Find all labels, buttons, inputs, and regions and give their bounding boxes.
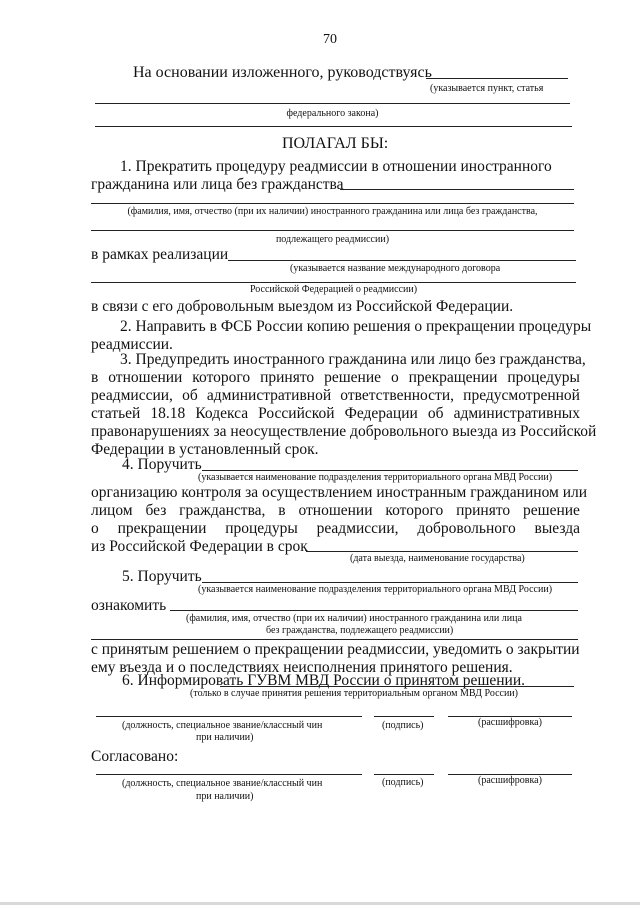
hint-readmission-subject: подлежащего реадмиссии)	[275, 234, 390, 245]
intro-blank-line	[426, 78, 568, 79]
hint-item5-person-b: без гражданства, подлежащего реадмиссии)	[266, 625, 454, 636]
item3-line5: правонарушениях за неосуществление добровольного выезда из Российской	[91, 423, 597, 440]
sig1-signature-line	[374, 716, 434, 717]
law-blank-line-2	[95, 126, 572, 127]
sig2-signature-hint: (подпись)	[382, 777, 424, 788]
item5-line1: с принятым решением о прекращении реадмиссии, уведомить о закрытии	[91, 641, 580, 658]
hint-item4-date: (дата выезда, наименование государства)	[350, 553, 525, 564]
item3-line6: Федерации в установленный срок.	[91, 441, 319, 458]
sig1-transcript-hint: (расшифровка)	[478, 717, 542, 728]
sig2-signature-line	[374, 774, 434, 775]
hint-item5-unit: (указывается наименование подразделения территориального органа МВД России)	[198, 584, 553, 595]
sig1-signature-hint: (подпись)	[382, 720, 424, 731]
item3-line3: реадмиссии, об административной ответственности, предусмотренной	[91, 387, 580, 404]
item1-reason: в связи с его добровольным выездом из Российской Федерации.	[91, 298, 514, 315]
hint-point-article: (указывается пункт, статья	[430, 83, 544, 94]
sig2-position-hint-b: при наличии)	[196, 791, 254, 802]
item4-label: 4. Поручить	[122, 456, 202, 473]
item1-line2: гражданина или лица без гражданства	[91, 176, 344, 193]
item5-label: 5. Поручить	[122, 568, 202, 585]
person-blank-line-2	[91, 203, 574, 204]
hint-item4-unit: (указывается наименование подразделения территориального органа МВД России)	[198, 472, 553, 483]
item4-unit-blank-line	[202, 470, 578, 471]
item5-person-blank-line-2	[91, 639, 578, 640]
sig1-position-hint-b: при наличии)	[196, 732, 254, 743]
person-blank-line	[340, 189, 574, 190]
item2-line2: реадмиссии.	[91, 336, 173, 353]
sig2-position-line	[96, 774, 362, 775]
agreed-label: Согласовано:	[91, 748, 179, 765]
item1-scope: в рамках реализации	[91, 246, 229, 263]
hint-treaty-party: Российской Федерацией о реадмиссии)	[249, 284, 418, 295]
item2-line1: 2. Направить в ФСБ России копию решения о прекращении процедуры	[120, 318, 592, 335]
law-blank-line	[95, 103, 570, 104]
item1-line1: 1. Прекратить процедуру реадмиссии в отношении иностранного	[120, 158, 552, 175]
hint-item6: (только в случае принятия решения территориальным органом МВД России)	[190, 688, 518, 699]
item4-line4: из Российской Федерации в срок	[91, 538, 308, 555]
sig2-position-hint: (должность, специальное звание/классный чин	[122, 778, 323, 789]
item5-familiarize: ознакомить	[91, 597, 167, 614]
item5-line2: ему въезда и о последствиях неисполнения принятого решения.	[91, 659, 513, 676]
treaty-blank-line-2	[91, 282, 576, 283]
sig2-transcript-hint: (расшифровка)	[478, 775, 542, 786]
page-number: 70	[323, 32, 337, 47]
item4-line2: лицом без гражданства, в отношении которого принято решение	[91, 502, 580, 519]
item3-line4: статьей 18.18 Кодекса Российской Федерации об административных	[91, 405, 580, 422]
item3-line1: 3. Предупредить иностранного гражданина или лицо без гражданства,	[120, 351, 586, 368]
sig1-position-hint: (должность, специальное звание/классный чин	[122, 720, 323, 731]
item4-line1: организацию контроля за осуществлением иностранным гражданином или	[91, 484, 588, 501]
item4-date-blank-line	[306, 551, 578, 552]
sig1-position-line	[96, 716, 362, 717]
heading-polagal: ПОЛАГАЛ БЫ:	[282, 135, 389, 152]
item6-underline	[220, 686, 574, 687]
hint-federal-law: федерального закона)	[286, 108, 379, 119]
item5-unit-blank-line	[202, 582, 578, 583]
hint-treaty-name: (указывается название международного договора	[290, 263, 501, 274]
item3-line2: в отношении которого принято решение о прекращении процедуры	[91, 369, 580, 386]
hint-person-name: (фамилия, имя, отчество (при их наличии) иностранного гражданина или лица без гражданства,	[127, 206, 538, 217]
intro-text: На основании изложенного, руководствуясь	[133, 64, 432, 81]
item4-line3: о прекращении процедуры реадмиссии, добровольного выезда	[91, 520, 580, 537]
hint-item5-person-a: (фамилия, имя, отчество (при их наличии) иностранного гражданина или лица	[186, 613, 522, 624]
person-blank-line-3	[91, 230, 574, 231]
item6-text: 6. Информировать ГУВМ МВД России о принятом решении.	[122, 672, 526, 689]
treaty-blank-line	[228, 260, 576, 261]
item5-person-blank-line	[170, 610, 578, 611]
